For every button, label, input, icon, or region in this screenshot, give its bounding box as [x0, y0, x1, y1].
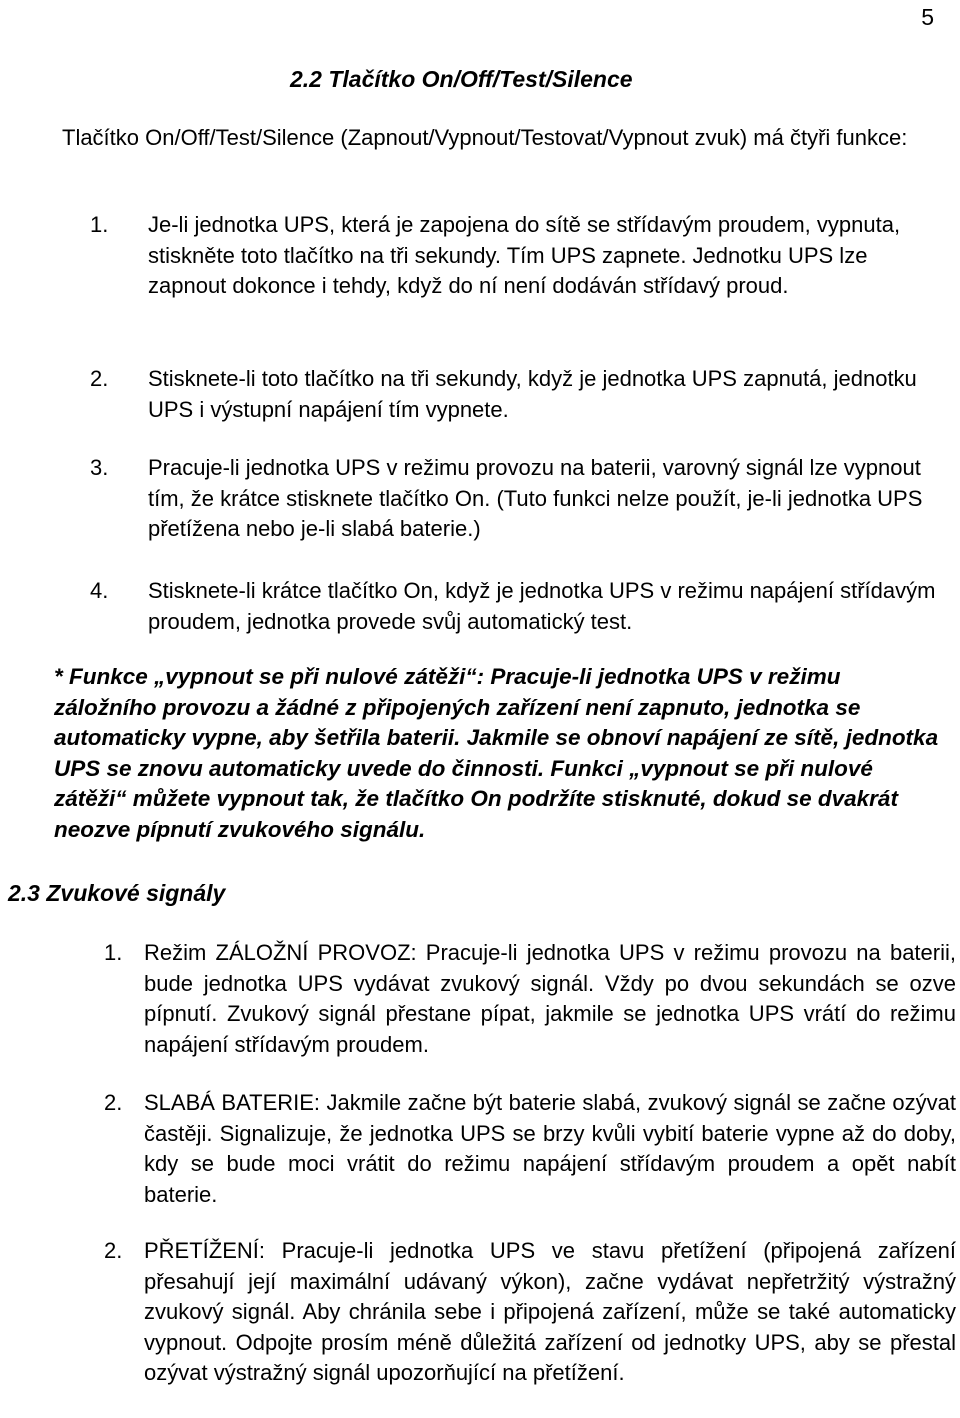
signal-item-number: 1. [104, 940, 123, 965]
list-item-text: Je-li jednotka UPS, která je zapojena do sítě se střídavým proudem, vypnuta, stiskněte toto tlačítko na tři sekundy. Tím UPS zapnete. Jednotku UPS lze zapnout dokonce i tehdy, když do ní není dodáván střídavý proud. [148, 212, 901, 298]
intro-paragraph: Tlačítko On/Off/Test/Silence (Zapnout/Vypnout/Testovat/Vypnout zvuk) má čtyři funkce: [62, 125, 908, 150]
signal-item-number: 2. [104, 1090, 123, 1115]
list-item-text: Pracuje-li jednotka UPS v režimu provozu na baterii, varovný signál lze vypnout tím, že krátce stisknete tlačítko On. (Tuto funkci nelze použít, je-li jednotka UPS přetížena nebo je-li slabá baterie.) [148, 455, 923, 541]
list-item [90, 453, 950, 545]
signal-item [104, 938, 956, 1060]
signal-item-text [144, 938, 956, 1060]
list-item-number: 2. [90, 366, 109, 391]
signal-item-label: SLABÁ BATERIE: [144, 1090, 321, 1115]
signal-item-description: Pracuje-li jednotka UPS ve stavu přetížení (připojená zařízení přesahují její maximální udávaný výkon), začne vydávat nepřetržitý výstražný zvukový signál. Aby chránila sebe i připojená zařízení, může se také automaticky vypnout. Odpojte prosím méně důležitá zařízení od jednotky UPS, aby se přestal ozývat výstražný signál upozorňující na přetížení. [144, 1238, 956, 1385]
signal-item-description: Jakmile začne být baterie slabá, zvukový signál se začne ozývat častěji. Signalizuje, že jednotka UPS se brzy kvůli vybití baterie vypne až do doby, kdy se bude moci vrátit do režimu napájení střídavým proudem a opět nabít baterie. [144, 1090, 957, 1207]
signal-item [104, 1236, 956, 1389]
list-item [90, 364, 950, 425]
list-item-number: 3. [90, 455, 109, 480]
signal-item-label: Režim ZÁLOŽNÍ PROVOZ: [144, 940, 417, 965]
signal-item [104, 1088, 956, 1210]
signal-item-text [144, 1236, 956, 1389]
page-number: 5 [921, 4, 934, 30]
section-heading-2-3: 2.3 Zvukové signály [8, 880, 226, 906]
list-item [90, 576, 950, 637]
signal-item-number: 2. [104, 1238, 123, 1263]
list-item-text: Stisknete-li toto tlačítko na tři sekundy, když je jednotka UPS zapnutá, jednotku UPS i výstupní napájení tím vypnete. [148, 366, 917, 422]
section-heading-2-2: 2.2 Tlačítko On/Off/Test/Silence [290, 66, 633, 92]
auto-shutdown-note: * Funkce „vypnout se při nulové zátěži“: Pracuje-li jednotka UPS v režimu záložního provozu a žádné z připojených zařízení není zapnuto, jednotka se automaticky vypne, aby šetřila baterii. Jakmile se obnoví napájení ze sítě, jednotka UPS se znovu automaticky uvede do činnosti. Funkci „vypnout se při nulové zátěži“ můžete vypnout tak, že tlačítko On podržíte stisknuté, dokud se dvakrát neozve pípnutí zvukového signálu. [54, 664, 939, 842]
signal-item-description: Pracuje-li jednotka UPS v režimu provozu na baterii, bude jednotka UPS vydávat zvukový signál. Vždy po dvou sekundách se ozve pípnutí. Zvukový signál přestane pípat, jakmile se jednotka UPS vrátí do režimu napájení střídavým proudem. [144, 940, 956, 1057]
list-item-text: Stisknete-li krátce tlačítko On, když je jednotka UPS v režimu napájení střídavým proudem, jednotka provede svůj automatický test. [148, 578, 936, 634]
signal-item-label: PŘETÍŽENÍ: [144, 1238, 266, 1263]
signal-item-text [144, 1088, 956, 1210]
list-item-number: 4. [90, 578, 109, 603]
list-item-number: 1. [90, 212, 109, 237]
list-item [90, 210, 950, 302]
